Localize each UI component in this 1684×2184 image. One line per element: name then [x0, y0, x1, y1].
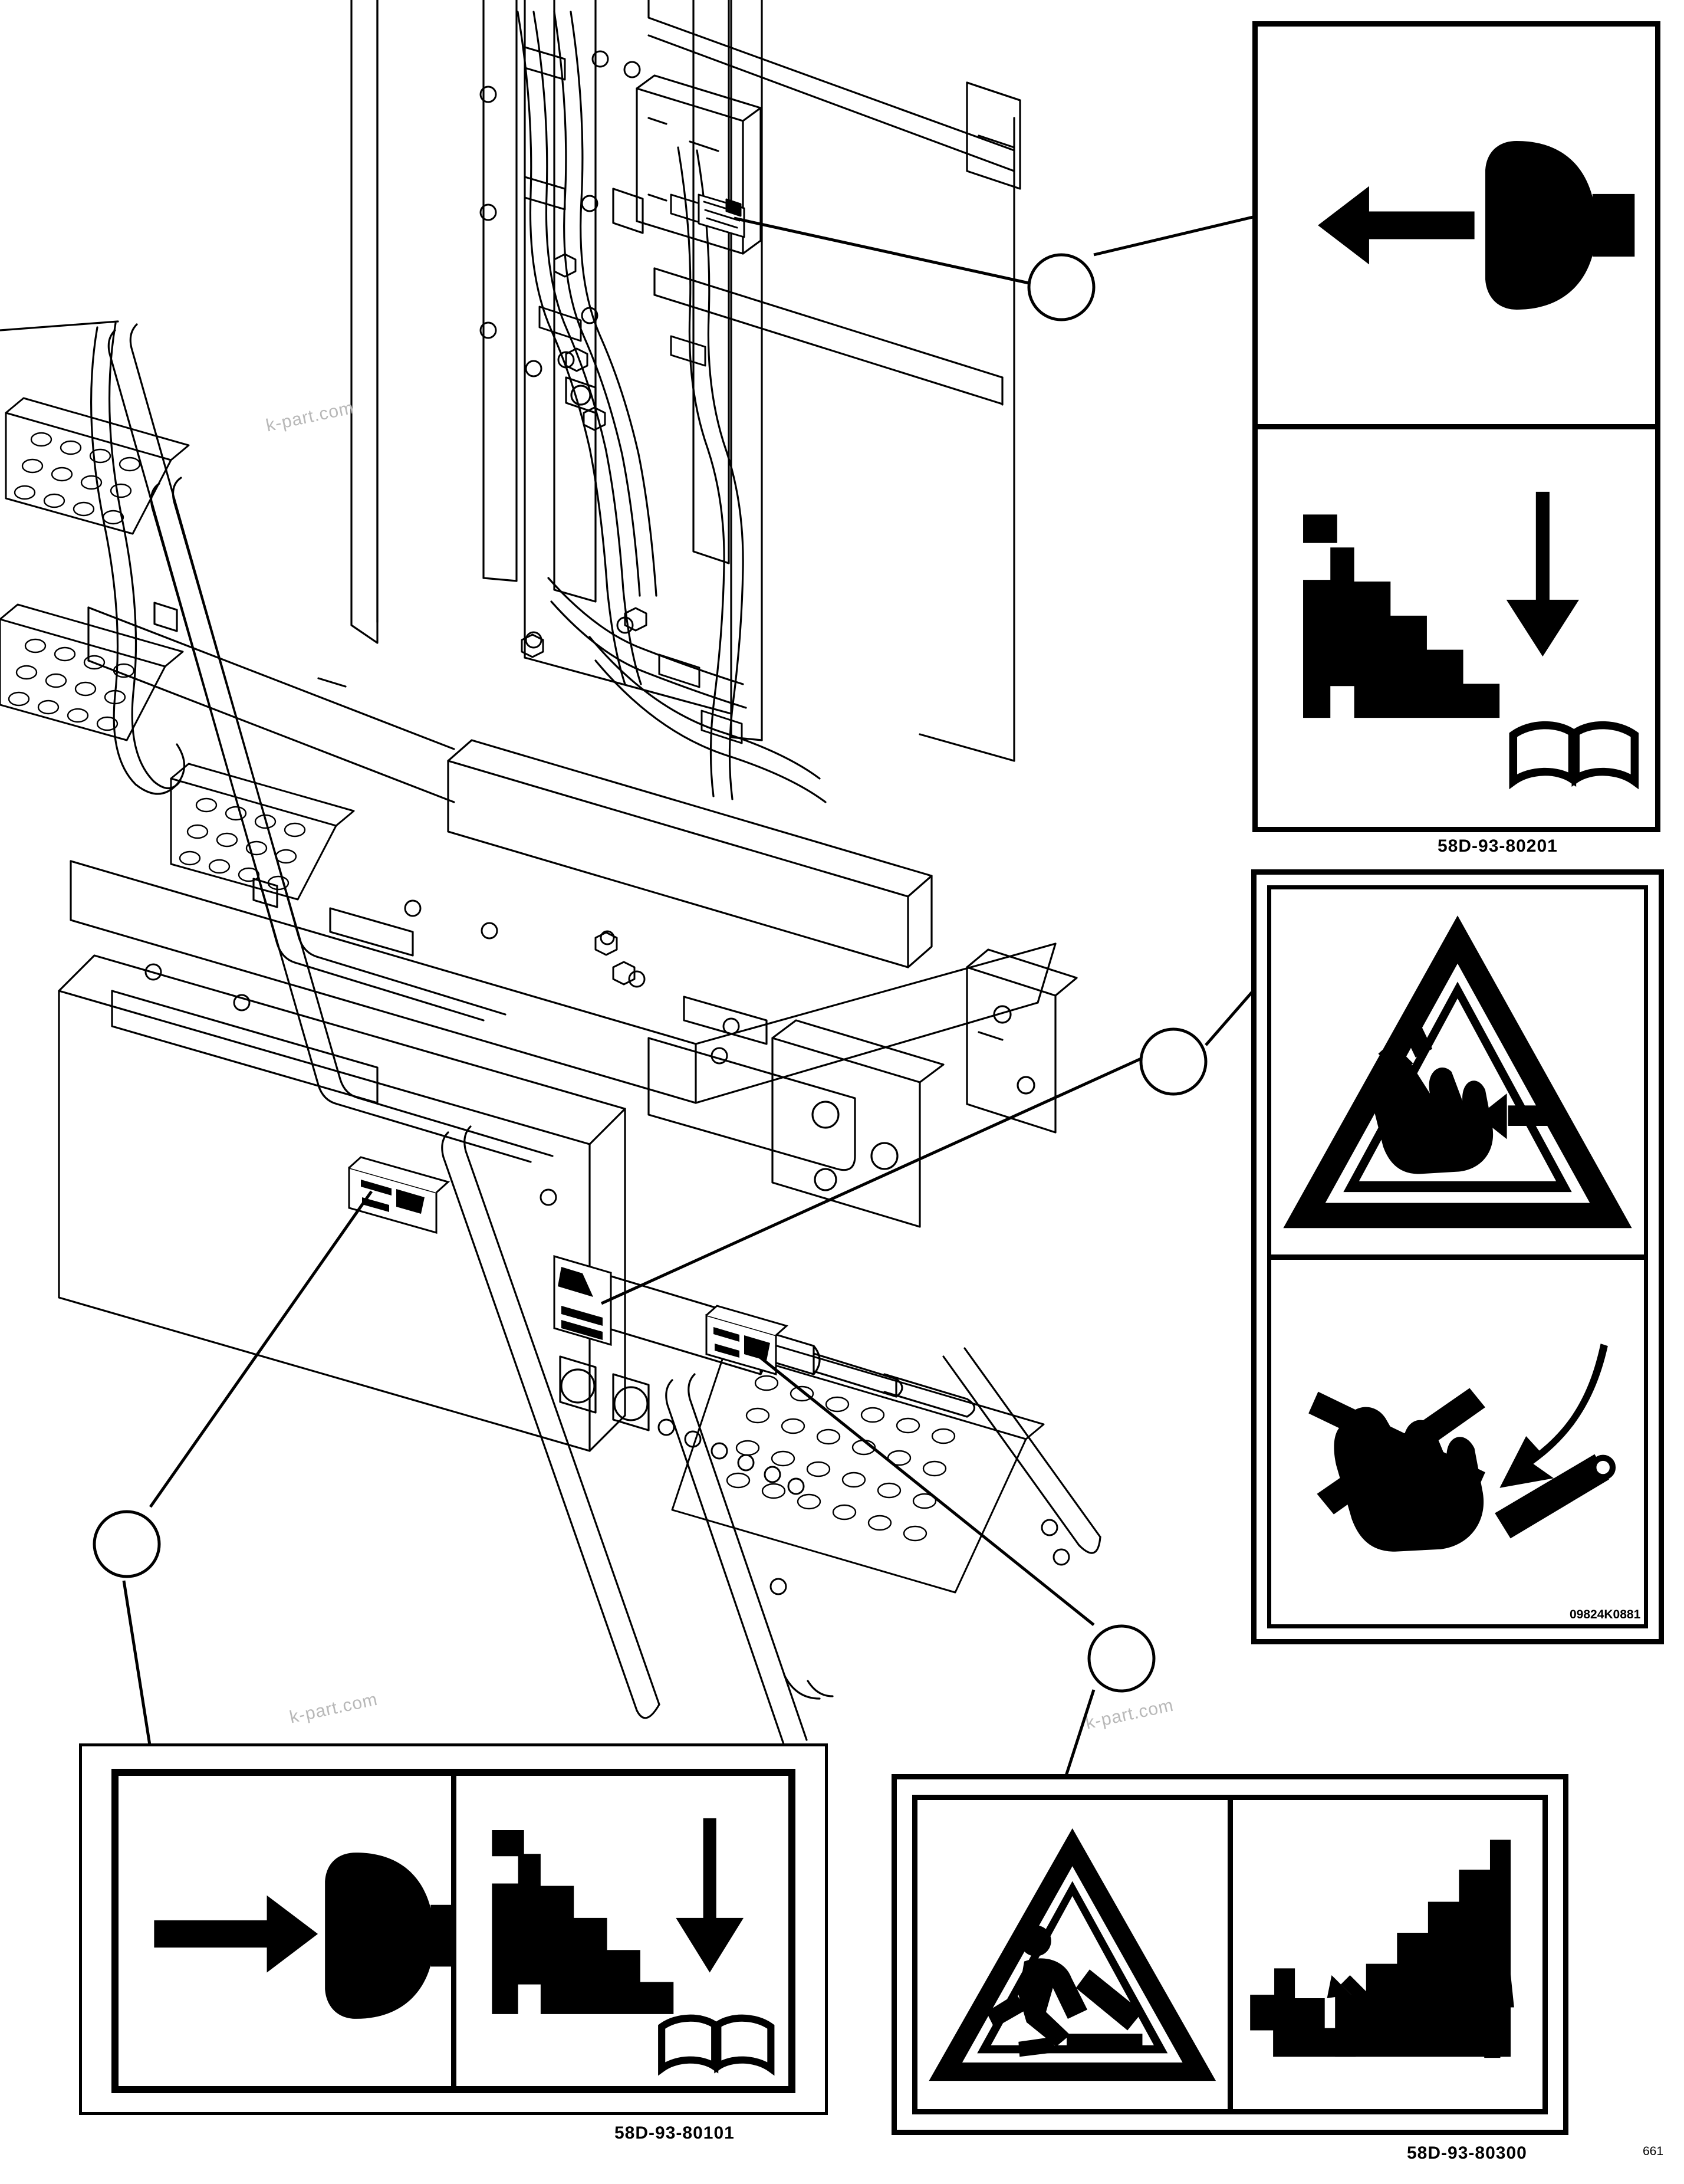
- page-number: 661: [1643, 2144, 1664, 2158]
- watermark: k-part.com: [1084, 1695, 1176, 1733]
- decal-58D-93-80101[interactable]: [79, 1743, 828, 2115]
- fall-hazard-warning-icon: [917, 1800, 1228, 2109]
- ladder-lower-icon: [1258, 424, 1655, 827]
- hand-crush-warning-icon: [1271, 889, 1644, 1254]
- keep-clear-of-ladder-icon: [1228, 1800, 1543, 2109]
- arrow-right-with-knob-icon: [119, 1776, 451, 2086]
- ladder-lower-icon: [451, 1776, 789, 2086]
- decal-part-number: 58D-93-80300: [1407, 2143, 1527, 2163]
- decal-58D-93-80201[interactable]: [1252, 21, 1660, 832]
- arrow-left-with-knob-icon: [1258, 27, 1655, 424]
- watermark: k-part.com: [288, 1689, 380, 1728]
- decal-part-number: 09824K0881: [1570, 1608, 1641, 1621]
- hand-crush-folding-part-icon: [1271, 1254, 1644, 1625]
- decal-09824K0881[interactable]: [1251, 869, 1664, 1644]
- decal-part-number: 58D-93-80101: [614, 2123, 735, 2143]
- watermark: k-part.com: [264, 398, 356, 436]
- decal-part-number: 58D-93-80201: [1438, 836, 1558, 856]
- decal-58D-93-80300[interactable]: [892, 1774, 1568, 2135]
